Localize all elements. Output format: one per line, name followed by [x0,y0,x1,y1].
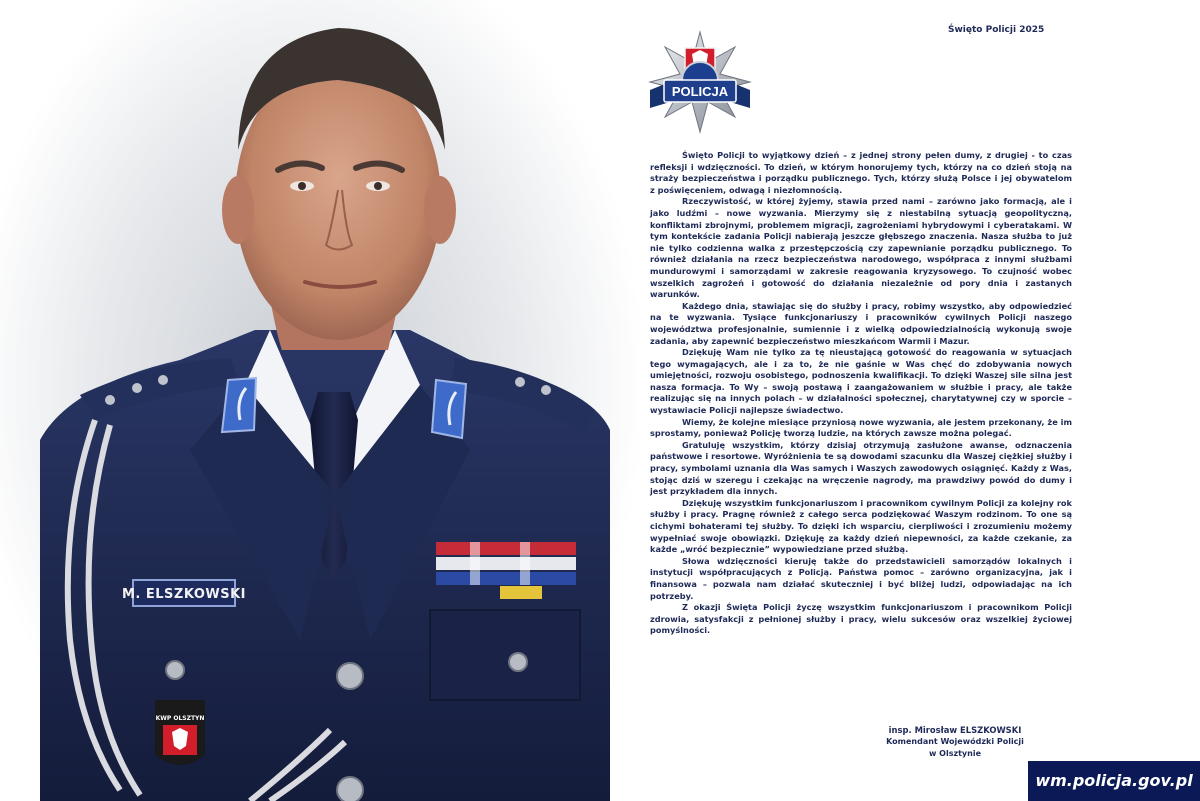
letter-paragraph: Każdego dnia, stawiając się do służby i pracy, robimy wszystko, aby odpowiedzieć na te wyzwania. Tysiące funkcjonariuszy i pracowników cywilnych Policji naszego województwa profesjonalnie, sumiennie i z wielką odpowiedzialnością wykonują swoje zadania, aby zapewnić bezpieczeństwo mieszkańcom Warmii i Mazur. [650,300,1072,346]
letter-paragraph: Święto Policji to wyjątkowy dzień – z jednej strony pełen dumy, z drugiej - to czas refleksji i wdzięczności. To dzień, w którym honorujemy tych, którzy na co dzień stoją na straży bezpieczeństwa i porządku publicznego. Tych, którzy służą Polsce i jej obywatelom z poświęceniem, odwagą i niezłomnością. [650,150,1072,195]
breast-pocket [430,610,580,700]
letter-paragraph: Dziękuję Wam nie tylko za tę nieustającą gotowość do reagowania w sytuacjach tego wymagających, ale i za to, że nie gaśnie w Was chęć do zdobywania nowych umiejętności, rozwoju osobistego, podnoszenia kwalifikacji. To dzięki Waszej sile silna jest nasza formacja. To Wy – swoją postawą i zaangażowaniem w służbie i pracy, ale także realizując się na innych polach – w działalności społecznej, charytatywnej czy w sporcie – wystawiacie Policji najlepsze świadectwo. [650,347,1072,416]
letter-paragraph: Słowa wdzięczności kieruję także do przedstawicieli samorządów lokalnych i instytucji współpracujących z Policją. Państwa pomoc – zarówno organizacyjna, jak i finansowa – pozwala nam działać skuteczniej i być bliżej ludzi, odpowiadając na ich potrzeby. [650,555,1072,601]
name-tag [122,580,246,606]
police-star-icon [646,30,754,134]
letter-paragraph: Z okazji Święta Policji życzę wszystkim funkcjonariuszom i pracownikom Policji zdrowia, satysfakcji z pełnionej służby i pracy, wielu sukcesów oraz wszelkiej życiowej pomyślności. [650,602,1072,636]
letter-paragraph: Rzeczywistość, w której żyjemy, stawia przed nami – zarówno jako formacją, ale i jako ludźmi – nowe wyzwania. Mierzymy się z niestabilną sytuacją geopolityczną, konfliktami zbrojnymi, problemem migracji, zagrożeniami hybrydowymi i cyberatakami. W tym kontekście zadania Policji nabierają jeszcze głębszego znaczenia. Nasza służba to już nie tylko codzienna walka z przestępczością czy zapewnianie porządku publicznego. To również działania na rzecz bezpieczeństwa narodowego, współpraca z innymi służbami mundurowymi i samorządami w zakresie reagowania kryzysowego. To czujność wobec wszelkich zagrożeń i gotowość do działania niezależnie od pory dnia i zastanych warunków. [650,196,1072,300]
badge-label: POLICJA [671,84,729,99]
signatory-city: w Olsztynie [928,749,982,758]
svg-text:KWP OLSZTYN: KWP OLSZTYN [155,715,205,722]
letter-paragraph: Gratuluję wszystkim, którzy dzisiaj otrzymują zasłużone awanse, odznaczenia państwowe i resortowe. Wyróżnienia te są dowodami szacunku dla Waszej ciężkiej służby i pracy, symbolami uznania dla Was samych i Waszych zawodowych osiągnięć. Każdy z Was, stojąc dziś w szeregu i czekając na wręczenie nagrody, ma prawdziwy powód do dumy i jest przykładem dla innych. [650,439,1072,497]
header-date: Święto Policji 2025 [948,25,1045,35]
signatory-role: Komendant Wojewódzki Policji [886,737,1024,746]
police-badge [646,30,754,134]
letter-paragraph: Dziękuję wszystkim funkcjonariuszom i pracownikom cywilnym Policji za kolejny rok służby i pracy. Pragnę również z całego serca podziękować Waszym rodzinom. To one są cichymi bohaterami tej służby. To dzięki ich wsparciu, cierpliwości i zrozumieniu możemy wypełniać swoje obowiązki. Dziękuję za każdy dzień niepewności, za każde czekanie, za każde „wróć bezpiecznie” wypowiedziane przed służbą. [650,497,1072,555]
shoulder-patch [155,700,205,765]
signature-block [880,724,1030,760]
signatory-name: insp. Mirosław ELSZKOWSKI [888,725,1022,735]
footer-website-link[interactable]: wm.policja.gov.pl [1028,761,1200,801]
svg-text:M. ELSZKOWSKI: M. ELSZKOWSKI [121,587,247,602]
letter-body [650,150,1072,637]
letter-paragraph: Wiemy, że kolejne miesiące przyniosą nowe wyzwania, ale jestem przekonany, że im sprostamy, ponieważ Policję tworzą ludzie, na których zawsze można polegać. [650,416,1072,439]
